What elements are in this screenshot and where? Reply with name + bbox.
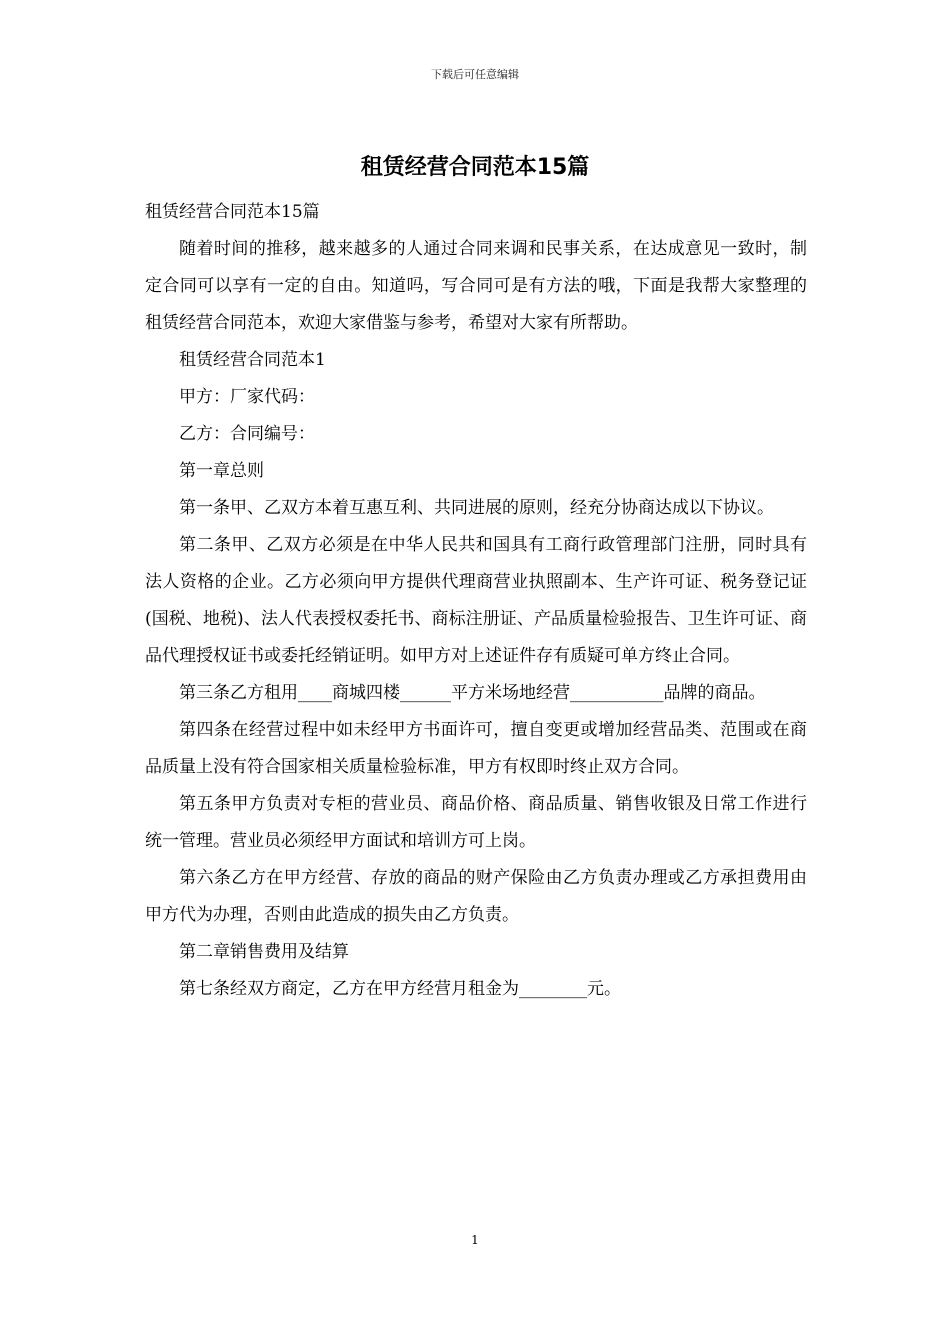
party-a-line: 甲方：厂家代码： bbox=[179, 387, 315, 407]
chapter-one-heading: 第一章总则 bbox=[179, 461, 264, 481]
article-four: 第四条在经营过程中如未经甲方书面许可，擅自变更或增加经营品类、范围或在商品质量上没有符合国家相关质量检验标准，甲方有权即时终止双方合同。 bbox=[145, 720, 807, 777]
party-b-line: 乙方：合同编号： bbox=[179, 424, 315, 444]
article-five: 第五条甲方负责对专柜的营业员、商品价格、商品质量、销售收银及日常工作进行统一管理。营业员必须经甲方面试和培训方可上岗。 bbox=[145, 794, 807, 851]
article-two: 第二条甲、乙双方必须是在中华人民共和国具有工商行政管理部门注册，同时具有法人资格的企业。乙方必须向甲方提供代理商营业执照副本、生产许可证、税务登记证(国税、地税)、法人代表授权委托书、商标注册证、产品质量检验报告、卫生许可证、商品代理授权证书或委托经销证明。如甲方对上述证件存有质疑可单方终止合同。 bbox=[145, 535, 807, 666]
contract-heading: 租赁经营合同范本1 bbox=[179, 350, 326, 370]
article-one: 第一条甲、乙双方本着互惠互利、共同进展的原则，经充分协商达成以下协议。 bbox=[179, 498, 774, 518]
page-header-note: 下载后可任意编辑 bbox=[431, 68, 519, 81]
page-number: 1 bbox=[471, 1233, 479, 1247]
article-three: 第三条乙方租用____商城四楼______平方米场地经营___________品牌的商品。 bbox=[179, 683, 766, 703]
subtitle-paragraph: 租赁经营合同范本15篇 bbox=[145, 202, 320, 222]
chapter-two-heading: 第二章销售费用及结算 bbox=[179, 942, 349, 962]
intro-paragraph: 随着时间的推移，越来越多的人通过合同来调和民事关系，在达成意见一致时，制定合同可以享有一定的自由。知道吗，写合同可是有方法的哦，下面是我帮大家整理的租赁经营合同范本，欢迎大家借鉴与参考，希望对大家有所帮助。 bbox=[145, 239, 807, 333]
document-body bbox=[145, 194, 807, 1008]
article-seven: 第七条经双方商定，乙方在甲方经营月租金为________元。 bbox=[179, 979, 621, 999]
document-title: 租赁经营合同范本15篇 bbox=[360, 155, 590, 180]
article-six: 第六条乙方在甲方经营、存放的商品的财产保险由乙方负责办理或乙方承担费用由甲方代为办理，否则由此造成的损失由乙方负责。 bbox=[145, 868, 807, 925]
